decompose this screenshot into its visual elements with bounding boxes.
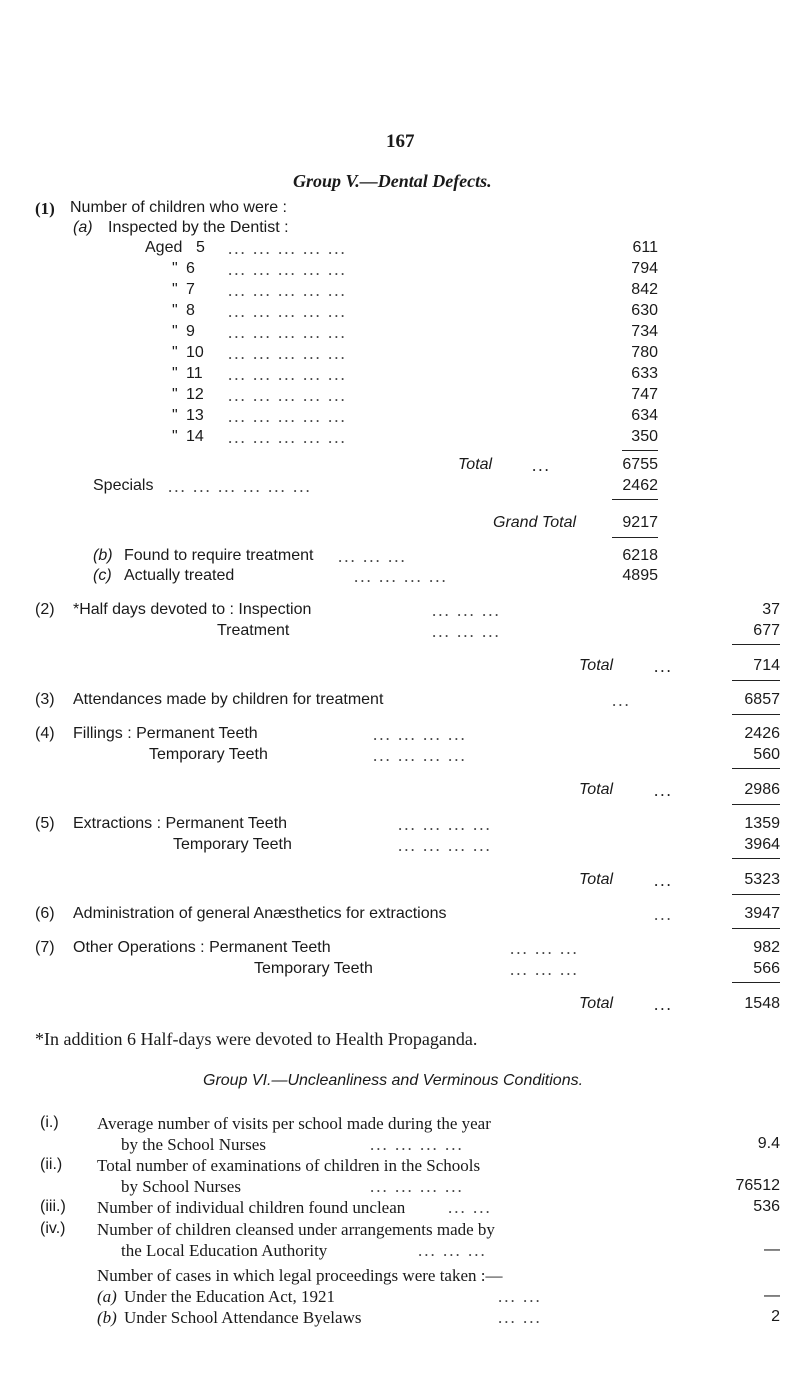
s1a-text: Inspected by the Dentist : [108,219,289,236]
leader-dots: ... [654,657,673,676]
age-row-age: 11 [186,365,203,382]
g6-iv-line1: Number of children cleansed under arrangements made by [97,1220,495,1239]
leader-dots: ... ... ... [338,547,407,566]
rule [732,680,780,681]
g6-iii-number: (iii.) [40,1198,66,1215]
leader-dots: ... ... ... [432,601,501,620]
age-row-value: 350 [631,428,658,445]
s4-text: Fillings : Permanent Teeth [73,725,258,742]
s6-number: (6) [35,905,55,922]
rule [732,768,780,769]
leader-dots: ... ... ... ... ... [228,260,347,279]
leader-dots: ... ... ... ... ... [228,365,347,384]
s2-treatment-value: 677 [753,622,780,639]
g6-vb-text: Under School Attendance Byelaws [124,1308,362,1327]
s5-temporary-label: Temporary Teeth [173,836,292,853]
s2-treatment-label: Treatment [217,622,290,639]
leader-dots: ... [654,781,673,800]
page-number: 167 [386,131,415,152]
s5-text: Extractions : Permanent Teeth [73,815,288,832]
leader-dots: ... ... [498,1287,542,1306]
s2-total-label: Total [579,657,614,674]
s5-temporary-value: 3964 [744,836,780,853]
group5-title: Group V.—Dental Defects. [293,171,492,191]
s6-value: 3947 [744,905,780,922]
footnote: *In addition 6 Half-days were devoted to Health Propaganda. [35,1029,478,1049]
age-row-prefix: " [172,302,178,319]
aged-label: Aged [145,239,183,256]
s7-total-label: Total [579,995,614,1012]
s1a-label: (a) [73,219,93,236]
age-row-value: 794 [631,260,658,277]
age-row-prefix: " [172,323,178,340]
age-row-value: 630 [631,302,658,319]
leader-dots: ... ... ... ... ... [228,281,347,300]
leader-dots: ... ... ... ... [373,725,467,744]
g6-ii-number: (ii.) [40,1156,63,1173]
grand-total-label: Grand Total [493,514,577,531]
s4-number: (4) [35,725,55,742]
g6-ii-line1: Total number of examinations of children in the Schools [97,1156,481,1175]
rule [732,714,780,715]
leader-dots: ... ... ... ... ... ... [168,477,312,496]
leader-dots: ... ... ... [418,1241,487,1260]
age-row-age: 5 [196,239,205,256]
leader-dots: ... ... ... ... ... [228,344,347,363]
s2-total-value: 714 [753,657,780,674]
rule [732,894,780,895]
leader-dots: ... ... ... ... ... [228,323,347,342]
rule [732,858,780,859]
age-row-prefix: " [172,260,178,277]
rule [612,537,658,538]
age-row-age: 12 [186,386,204,403]
s3-value: 6857 [744,691,780,708]
s2-inspection-value: 37 [762,601,780,618]
s7-total-value: 1548 [744,995,780,1012]
specials-value: 2462 [622,477,658,494]
s4-total-label: Total [579,781,614,798]
s4-temporary-label: Temporary Teeth [149,746,268,763]
rule [612,499,658,500]
s6-text: Administration of general Anæsthetics for extractions [73,905,447,922]
s7-temporary-label: Temporary Teeth [254,960,373,977]
rule [732,804,780,805]
leader-dots: ... ... ... ... [370,1177,464,1196]
leader-dots: ... ... ... ... [373,746,467,765]
s2-text: *Half days devoted to : Inspection [73,601,312,618]
rule [622,450,658,451]
age-row-prefix: " [172,386,178,403]
g6-i-number: (i.) [40,1114,59,1131]
age-row-age: 6 [186,260,195,277]
leader-dots: ... [654,905,673,924]
leader-dots: ... ... ... [510,939,579,958]
s5-number: (5) [35,815,55,832]
s5-total-value: 5323 [744,871,780,888]
age-row-value: 634 [631,407,658,424]
s7-number: (7) [35,939,55,956]
leader-dots: ... ... ... ... [354,567,448,586]
g6-iv-line2: the Local Education Authority [121,1241,328,1260]
leader-dots: ... ... ... ... ... [228,428,347,447]
leader-dots: ... ... [498,1308,542,1327]
g6-iv-value: — [764,1241,780,1258]
leader-dots: ... ... ... ... ... [228,386,347,405]
age-row-age: 13 [186,407,204,424]
age-row-age: 7 [186,281,195,298]
g6-vb-value: 2 [771,1308,780,1325]
leader-dots: ... ... ... [432,622,501,641]
age-row-age: 8 [186,302,195,319]
s4-temporary-value: 560 [753,746,780,763]
age-row-prefix: " [172,407,178,424]
g6-iii-line1: Number of individual children found unclean [97,1198,406,1217]
s5-permanent-value: 1359 [744,815,780,832]
age-row-value: 611 [632,239,658,256]
age-row-value: 780 [631,344,658,361]
rule [732,982,780,983]
s1b-value: 6218 [622,547,658,564]
leader-dots: ... ... ... ... ... [228,302,347,321]
s4-total-value: 2986 [744,781,780,798]
s3-text: Attendances made by children for treatment [73,691,384,708]
s1c-label: (c) [93,567,112,584]
age-row-age: 9 [186,323,195,340]
specials-label: Specials [93,477,154,494]
leader-dots: ... ... ... ... [370,1135,464,1154]
leader-dots: ... ... ... ... ... [228,407,347,426]
s7-text: Other Operations : Permanent Teeth [73,939,331,956]
age-row-value: 842 [631,281,658,298]
g6-ii-value: 76512 [735,1177,780,1194]
s7-permanent-value: 982 [753,939,780,956]
age-row-prefix: " [172,281,178,298]
rule [732,644,780,645]
grand-total-value: 9217 [622,514,658,531]
leader-dots: ... [612,691,631,710]
g6-vb-label: (b) [97,1308,117,1327]
g6-v-line1: Number of cases in which legal proceedings were taken :— [97,1266,503,1285]
age-row-age: 10 [186,344,204,361]
g6-i-line1: Average number of visits per school made during the year [97,1114,491,1133]
s1c-value: 4895 [622,567,658,584]
g6-ii-line2: by School Nurses [121,1177,241,1196]
g6-i-line2: by the School Nurses [121,1135,266,1154]
s1c-text: Actually treated [124,567,235,584]
total-value: 6755 [622,456,658,473]
g6-va-value: — [764,1287,780,1304]
g6-iii-value: 536 [753,1198,780,1215]
group6-title: Group VI.—Uncleanliness and Verminous Conditions. [203,1072,584,1089]
s3-number: (3) [35,691,55,708]
leader-dots: ... [532,456,551,475]
leader-dots: ... [654,871,673,890]
age-row-prefix: " [172,428,178,445]
s7-temporary-value: 566 [753,960,780,977]
leader-dots: ... ... [448,1198,492,1217]
s5-total-label: Total [579,871,614,888]
age-row-prefix: " [172,344,178,361]
age-row-age: 14 [186,428,204,445]
s4-permanent-value: 2426 [744,725,780,742]
rule [732,928,780,929]
leader-dots: ... ... ... [510,960,579,979]
age-row-value: 734 [631,323,658,340]
total-label: Total [458,456,493,473]
leader-dots: ... [654,995,673,1014]
s2-number: (2) [35,601,55,618]
g6-va-label: (a) [97,1287,117,1306]
leader-dots: ... ... ... ... [398,815,492,834]
g6-i-value: 9.4 [757,1135,780,1152]
age-row-prefix: " [172,365,178,382]
leader-dots: ... ... ... ... ... [228,239,347,258]
leader-dots: ... ... ... ... [398,836,492,855]
s1b-text: Found to require treatment [124,547,314,564]
s1-heading: Number of children who were : [70,199,287,216]
s1b-label: (b) [93,547,113,564]
s1-number: (1) [35,199,55,218]
g6-va-text: Under the Education Act, 1921 [124,1287,336,1306]
age-row-value: 747 [631,386,658,403]
age-row-value: 633 [631,365,658,382]
g6-iv-number: (iv.) [40,1220,66,1237]
